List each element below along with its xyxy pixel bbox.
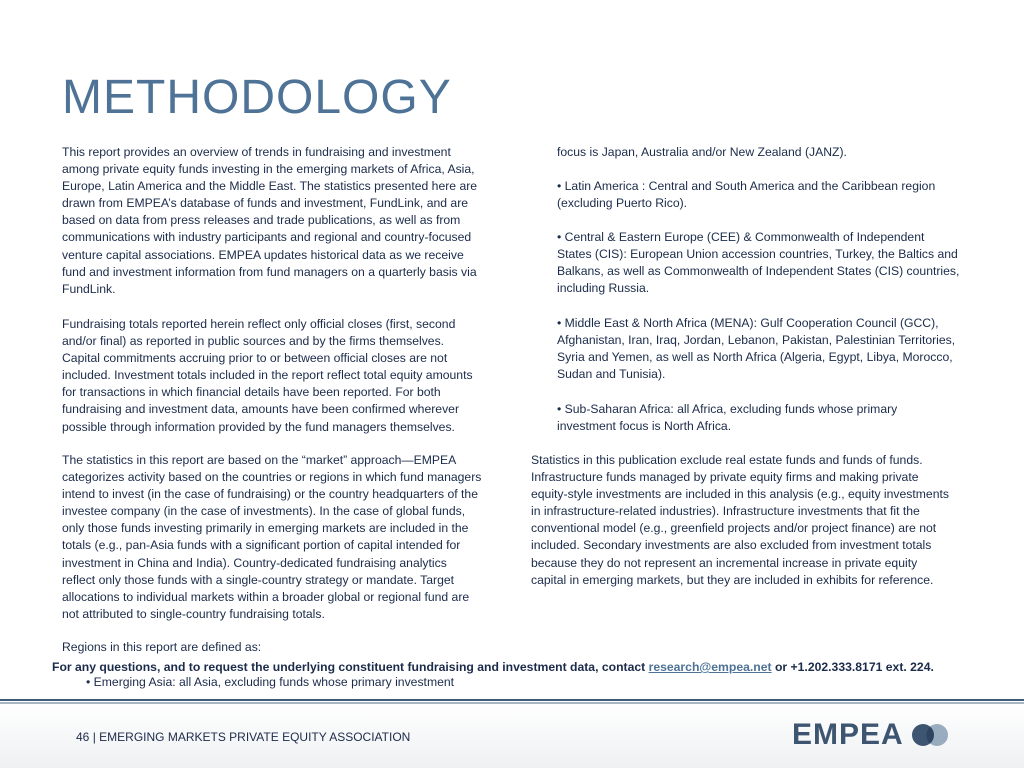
organization-name: EMERGING MARKETS PRIVATE EQUITY ASSOCIATION: [99, 730, 411, 744]
text-line: This report provides an overview of trends in fundraising and investment: [62, 145, 451, 159]
text-line: fundraising and investment data, amounts have been confirmed wherever: [62, 402, 460, 417]
region-mena: [557, 315, 987, 383]
text-line: included. Secondary investments are also excluded from investment totals: [531, 538, 932, 553]
empea-logo: [792, 718, 952, 752]
text-line: totals (e.g., pan-Asia funds with a significant portion of capital intended for: [62, 538, 461, 553]
text-line: only those funds investing primarily in emerging markets are included in the: [62, 521, 469, 536]
text-line: communications with industry participants and regional and country-focused: [62, 230, 472, 245]
text-line: • Middle East & North Africa (MENA): Gulf Cooperation Council (GCC),: [557, 316, 939, 330]
text-line: Balkans, as well as Commonwealth of Independent States (CIS) countries,: [557, 264, 960, 279]
footer-rule: [0, 699, 1024, 701]
text-line: not attributed to single-country fundraising totals.: [62, 606, 325, 621]
text-line: investee company (in the case of investments). In the case of global funds,: [62, 504, 466, 519]
contact-prefix: For any questions, and to request the underlying constituent fundraising and investment data, contact: [52, 660, 649, 674]
contact-email-link[interactable]: research@empea.net: [648, 660, 772, 674]
page-number: 46: [76, 730, 90, 744]
text-line: The statistics in this report are based on the “market” approach—EMPEA: [62, 453, 457, 467]
text-line: investment in China and India). Country-dedicated fundraising analytics: [62, 555, 447, 570]
text-line: including Russia.: [557, 281, 650, 296]
text-line: investment focus is North Africa.: [557, 419, 732, 434]
intro-paragraph: [62, 144, 514, 298]
region-latin-america: [557, 178, 987, 212]
text-line: Europe, Latin America and the Middle East. The statistics presented here are: [62, 179, 478, 194]
text-line: Statistics in this publication exclude real estate funds and funds of funds.: [531, 453, 923, 467]
text-line: • Central & Eastern Europe (CEE) & Commonwealth of Independent: [557, 230, 925, 244]
text-line: capital in emerging markets, but they are included in exhibits for reference.: [531, 572, 934, 587]
text-line: categorizes activity based on the countries or regions in which fund managers: [62, 470, 482, 485]
text-line: in infrastructure-related industries). Infrastructure investments that fit the: [531, 504, 920, 519]
text-line: and/or final) as reported in public sources and by the firms themselves.: [62, 334, 445, 349]
contact-line: [52, 660, 992, 674]
statistics-exclusions-paragraph: [531, 452, 983, 589]
contact-suffix: or +1.202.333.8171 ext. 224.: [771, 660, 934, 674]
logo-wordmark: EMPEA: [792, 718, 904, 751]
text-line: Syria and Yemen, as well as North Africa (Algeria, Egypt, Libya, Morocco,: [557, 350, 953, 365]
fundraising-paragraph: [62, 316, 514, 436]
market-approach-paragraph: [62, 452, 514, 623]
text-line: Infrastructure funds managed by private equity firms and making private: [531, 470, 919, 485]
text-line: equity-style investments are included in this analysis (e.g., equity investments: [531, 487, 949, 502]
regions-intro: Regions in this report are defined as:: [62, 640, 262, 654]
text-line: for transactions in which financial details have been reported. For both: [62, 385, 441, 400]
text-line: fund and investment information from fund managers on a quarterly basis via: [62, 264, 477, 279]
text-line: Afghanistan, Iran, Iraq, Jordan, Lebanon, Pakistan, Palestinian Territories,: [557, 333, 956, 348]
footer-separator: |: [89, 730, 100, 744]
logo-circles-icon: [910, 722, 952, 748]
footer-caption: [76, 730, 410, 744]
text-line: Capital commitments accruing prior to or between official closes are not: [62, 351, 448, 366]
text-line: because they do not represent an incremental increase in private equity: [531, 555, 918, 570]
text-line: (excluding Puerto Rico).: [557, 196, 688, 211]
region-cee-cis: [557, 229, 987, 297]
region-sub-saharan-africa: [557, 401, 987, 435]
text-line: reflect only those funds with a single-country strategy or mandate. Target: [62, 572, 455, 587]
text-line: conventional model (e.g., greenfield projects and/or project finance) are not: [531, 521, 937, 536]
region-emerging-asia: • Emerging Asia: all Asia, excluding funds whose primary investment: [86, 675, 455, 689]
text-line: intend to invest (in the case of fundraising) or the country headquarters of the: [62, 487, 478, 502]
text-line: allocations to individual markets within a broader global or regional fund are: [62, 589, 470, 604]
text-line: included. Investment totals included in the report reflect total equity amounts: [62, 368, 473, 383]
text-line: venture capital associations. EMPEA updates historical data as we receive: [62, 247, 464, 262]
text-line: possible through information provided by the fund managers themselves.: [62, 419, 455, 434]
text-line: • Latin America : Central and South America and the Caribbean region: [557, 179, 936, 193]
text-line: among private equity funds investing in the emerging markets of Africa, Asia,: [62, 162, 475, 177]
text-line: Sudan and Tunisia).: [557, 367, 666, 382]
janz-continuation: focus is Japan, Australia and/or New Zealand (JANZ).: [557, 145, 847, 159]
footer-rule-light: [0, 702, 1024, 704]
page-title: METHODOLOGY: [62, 71, 452, 124]
text-line: Fundraising totals reported herein reflect only official closes (first, second: [62, 317, 456, 331]
text-line: drawn from EMPEA’s database of funds and investment, FundLink, and are: [62, 196, 469, 211]
text-line: • Sub-Saharan Africa: all Africa, excluding funds whose primary: [557, 402, 898, 416]
text-line: States (CIS): European Union accession countries, Turkey, the Baltics and: [557, 247, 958, 262]
text-line: based on data from press releases and trade publications, as well as from: [62, 213, 461, 228]
text-line: FundLink.: [62, 281, 116, 296]
